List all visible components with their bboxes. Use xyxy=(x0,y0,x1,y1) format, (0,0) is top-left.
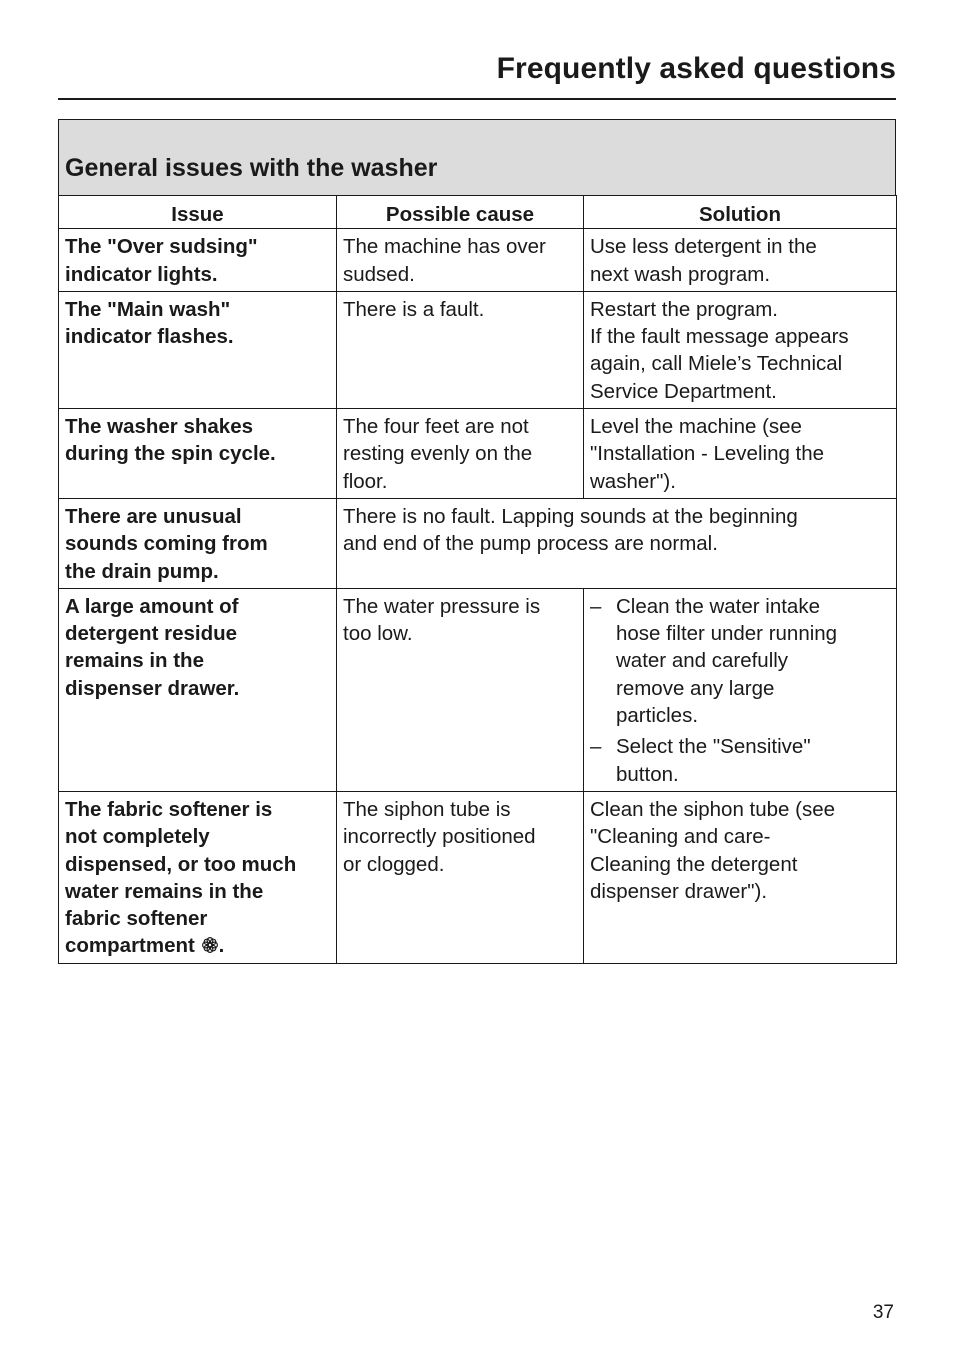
section-title: General issues with the washer xyxy=(65,154,438,182)
list-item xyxy=(590,593,890,729)
page-number: 37 xyxy=(872,1302,894,1323)
table-row xyxy=(59,409,897,499)
list-item xyxy=(590,733,890,788)
combined-line: There is no fault. Lapping sounds at the beginning xyxy=(343,504,798,528)
list-item-line: button. xyxy=(616,762,679,786)
solution-line: Clean the siphon tube (see xyxy=(590,797,836,821)
page-header xyxy=(58,50,896,100)
cause-cell xyxy=(337,588,584,791)
solution-cell xyxy=(584,291,897,408)
issue-cell xyxy=(59,498,337,588)
solution-line: again, call Miele’s Technical xyxy=(590,352,843,376)
issue-line: indicator lights. xyxy=(65,262,218,286)
solution-line: Level the machine (see xyxy=(590,415,802,439)
cause-line: The four feet are not xyxy=(343,415,529,439)
issue-cell xyxy=(59,409,337,499)
solution-line: dispenser drawer"). xyxy=(590,879,768,903)
issue-line: The washer shakes xyxy=(65,415,254,439)
solution-line: washer"). xyxy=(590,469,676,493)
list-item-line: hose filter under running xyxy=(616,622,838,646)
cause-line: resting evenly on the xyxy=(343,442,533,466)
issue-line: A large amount of xyxy=(65,594,239,618)
table-row xyxy=(59,229,897,292)
issue-line-last-text: compartment xyxy=(65,934,195,958)
issue-line: There are unusual xyxy=(65,504,242,528)
issue-cell xyxy=(59,291,337,408)
cause-cell xyxy=(337,791,584,963)
column-header-solution: Solution xyxy=(584,196,897,229)
cause-line: sudsed. xyxy=(343,262,415,286)
issue-cell xyxy=(59,229,337,292)
table-row xyxy=(59,791,897,963)
solution-cell xyxy=(584,409,897,499)
solution-line: "Cleaning and care- xyxy=(590,825,771,849)
list-item-line: water and carefully xyxy=(616,649,789,673)
section-header-band xyxy=(58,119,896,195)
issue-line: during the spin cycle. xyxy=(65,442,276,466)
solution-line: Use less detergent in the xyxy=(590,235,817,259)
table-row xyxy=(59,498,897,588)
issue-line-last xyxy=(65,932,330,959)
table-row xyxy=(59,588,897,791)
cause-cell xyxy=(337,229,584,292)
fabric-softener-flower-icon xyxy=(201,936,219,954)
solution-line: "Installation - Leveling the xyxy=(590,442,825,466)
issue-line: not completely xyxy=(65,825,210,849)
cause-line: The machine has over xyxy=(343,235,546,259)
faq-table xyxy=(58,195,897,964)
issue-line: dispensed, or too much xyxy=(65,852,297,876)
issue-line-end: . xyxy=(218,934,225,958)
issue-line: dispenser drawer. xyxy=(65,676,240,700)
cause-line: The siphon tube is xyxy=(343,797,511,821)
column-header-issue: Issue xyxy=(59,196,337,229)
issue-line: the drain pump. xyxy=(65,559,219,583)
solution-line: Restart the program. xyxy=(590,297,778,321)
list-item-line: particles. xyxy=(616,704,699,728)
cause-line: or clogged. xyxy=(343,852,445,876)
solution-cell xyxy=(584,229,897,292)
cause-line: too low. xyxy=(343,622,413,646)
cause-cell xyxy=(337,291,584,408)
faq-section xyxy=(58,119,896,964)
issue-line: The "Main wash" xyxy=(65,297,231,321)
page-title: Frequently asked questions xyxy=(496,52,896,85)
cause-line: The water pressure is xyxy=(343,594,541,618)
issue-line: indicator flashes. xyxy=(65,325,234,349)
solution-line: next wash program. xyxy=(590,262,771,286)
cause-line: incorrectly positioned xyxy=(343,825,536,849)
cause-line: floor. xyxy=(343,469,388,493)
solution-line: If the fault message appears xyxy=(590,325,849,349)
issue-line: remains in the xyxy=(65,649,204,673)
combined-cause-solution-cell xyxy=(337,498,897,588)
dash-marker: – xyxy=(590,594,602,618)
issue-line: fabric softener xyxy=(65,907,208,931)
cause-line: There is a fault. xyxy=(343,297,485,321)
list-item-line: Select the "Sensitive" xyxy=(616,735,811,759)
solution-line: Cleaning the detergent xyxy=(590,852,798,876)
dash-marker: – xyxy=(590,735,602,759)
issue-line: The fabric softener is xyxy=(65,797,273,821)
combined-line: and end of the pump process are normal. xyxy=(343,532,718,556)
list-item-line: remove any large xyxy=(616,676,775,700)
column-header-cause: Possible cause xyxy=(337,196,584,229)
issue-cell xyxy=(59,791,337,963)
issue-line: The "Over sudsing" xyxy=(65,235,258,259)
table-header-row xyxy=(59,196,897,229)
issue-line: water remains in the xyxy=(65,879,264,903)
solution-dash-list xyxy=(590,593,890,788)
issue-line: detergent residue xyxy=(65,622,238,646)
table-row xyxy=(59,291,897,408)
solution-line: Service Department. xyxy=(590,379,777,403)
cause-cell xyxy=(337,409,584,499)
solution-cell xyxy=(584,588,897,791)
solution-cell xyxy=(584,791,897,963)
list-item-line: Clean the water intake xyxy=(616,594,820,618)
issue-line: sounds coming from xyxy=(65,532,268,556)
issue-cell xyxy=(59,588,337,791)
